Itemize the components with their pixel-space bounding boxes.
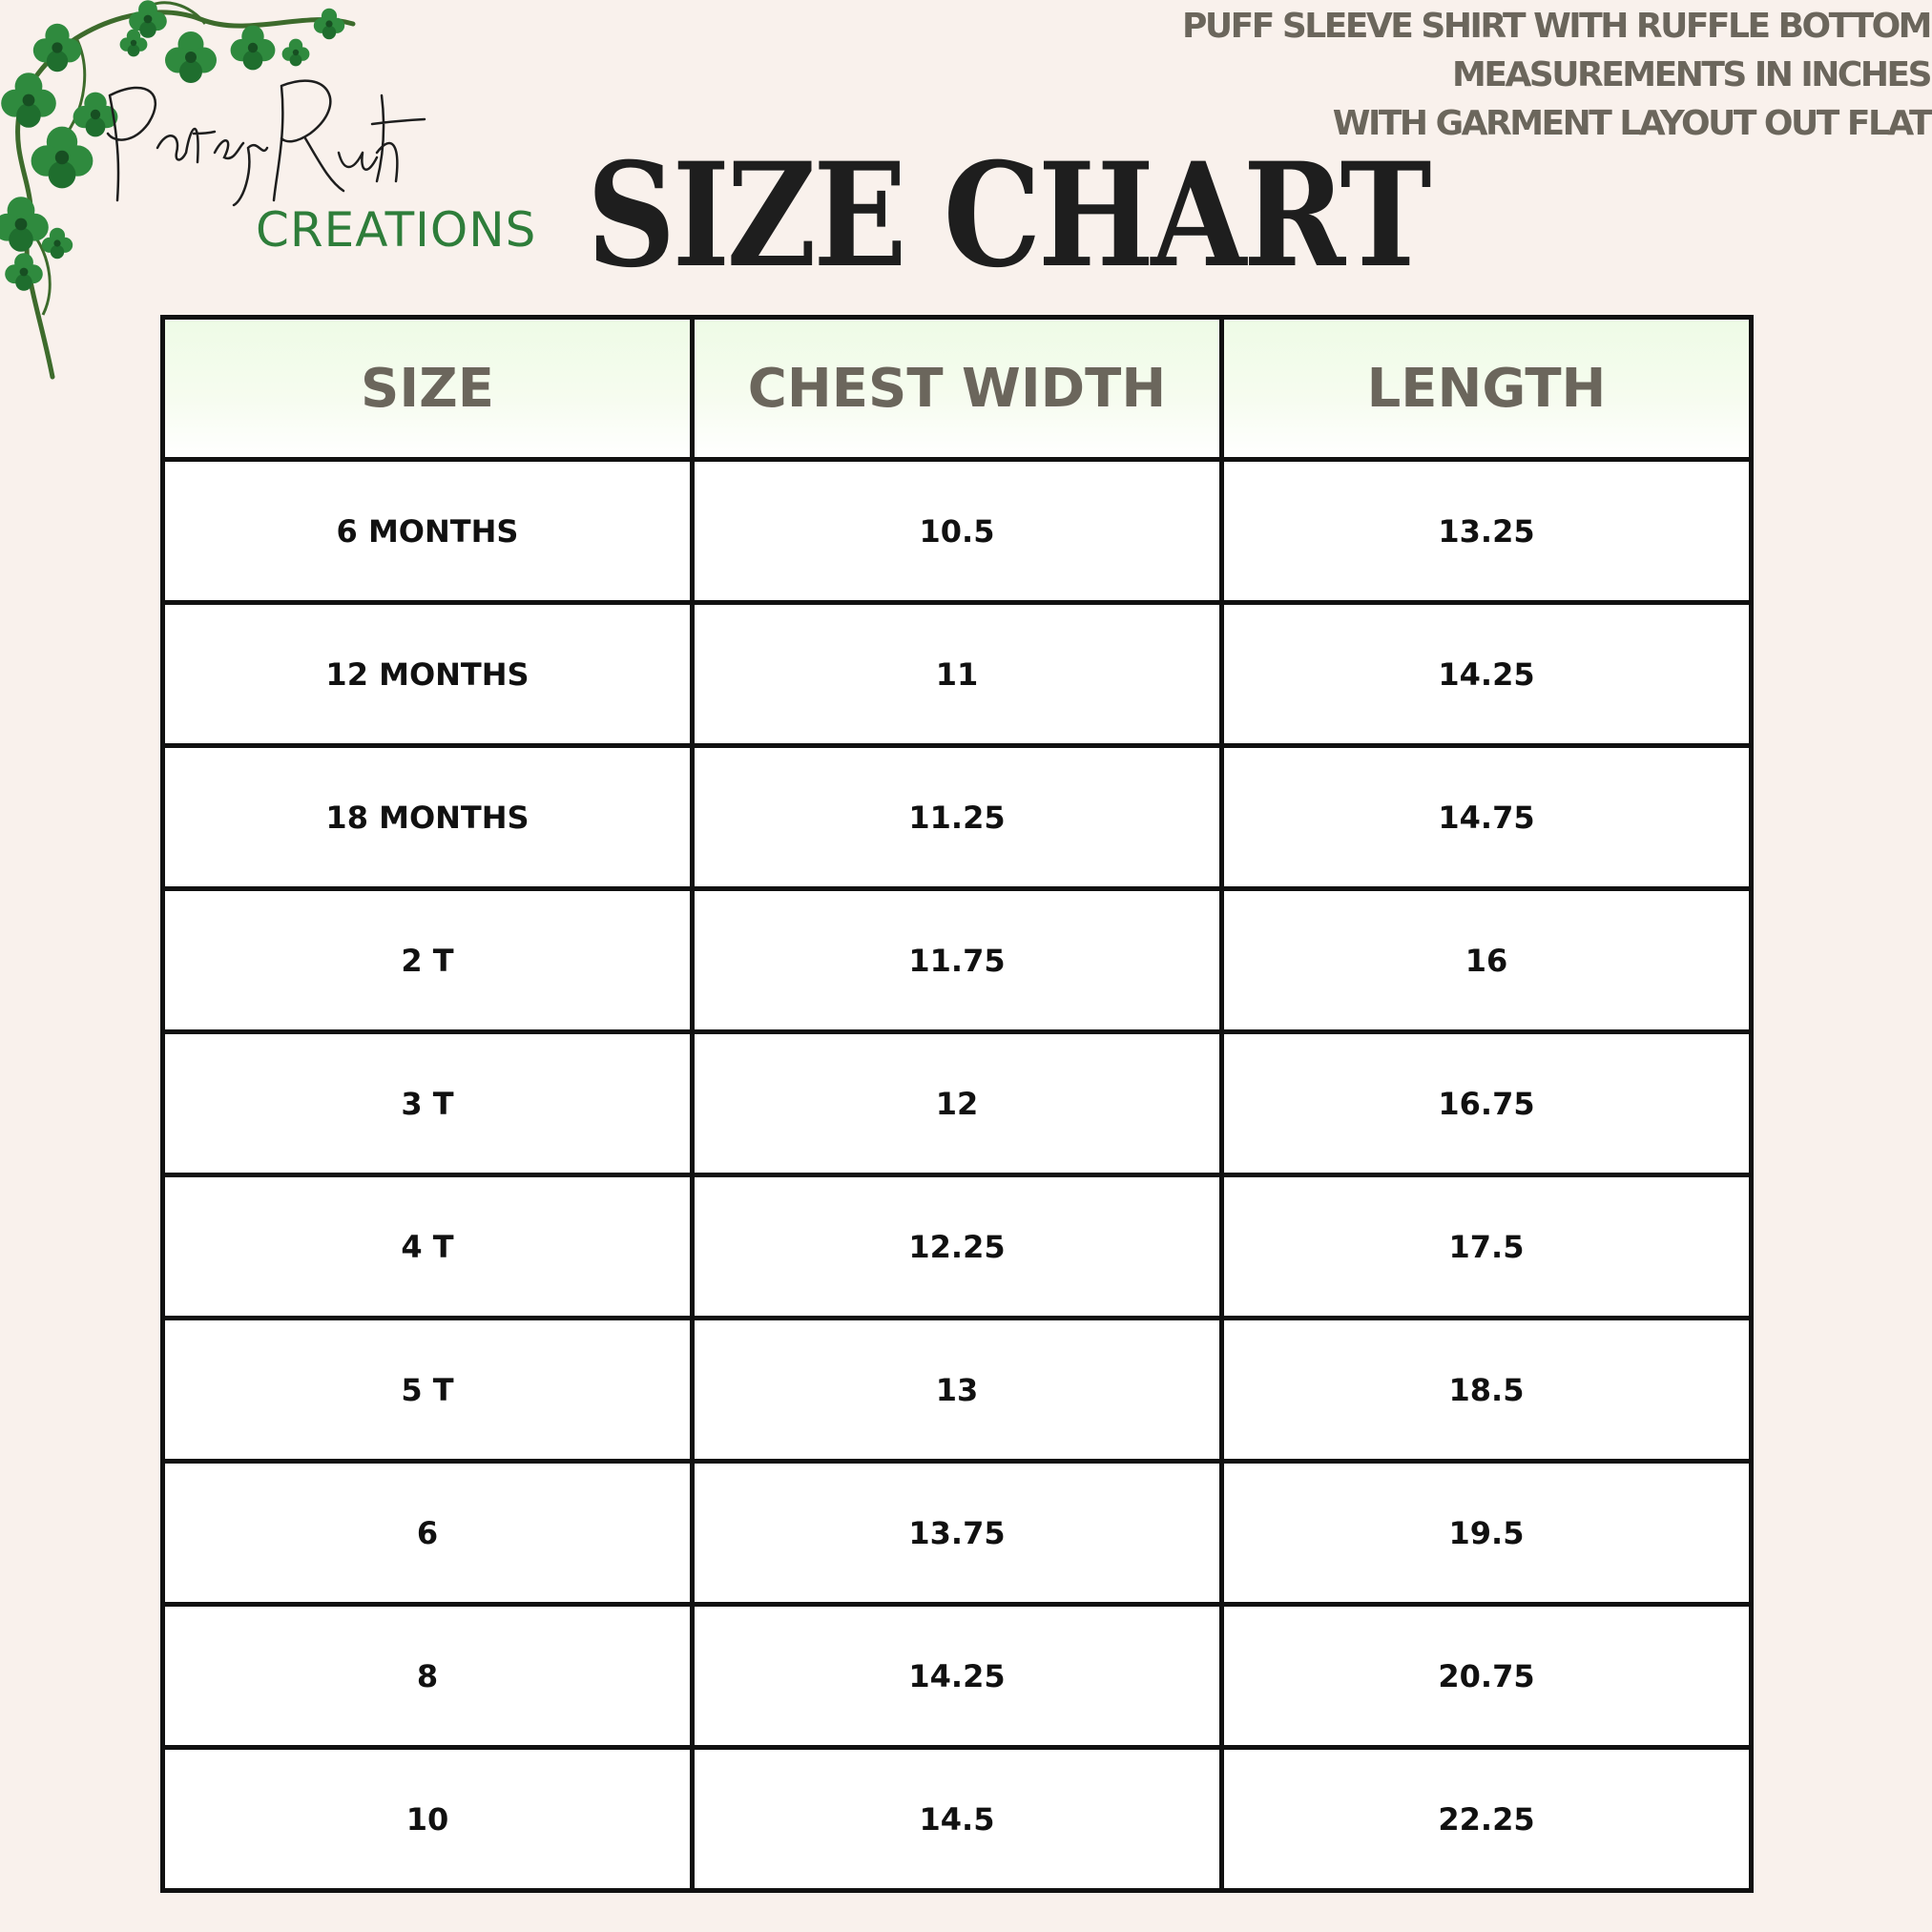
page-title: SIZE CHART (587, 132, 1429, 300)
header-chest-width: CHEST WIDTH (693, 318, 1222, 460)
table-row (163, 1032, 1752, 1175)
length-cell: 18.5 (1222, 1319, 1752, 1462)
size-cell: 8 (163, 1605, 693, 1748)
chest-cell: 13 (693, 1319, 1222, 1462)
size-chart-table (160, 315, 1754, 1893)
length-cell: 19.5 (1222, 1462, 1752, 1605)
size-cell: 2 T (163, 889, 693, 1032)
table-header-row (163, 318, 1752, 460)
header-size: SIZE (163, 318, 693, 460)
table-row (163, 1319, 1752, 1462)
length-cell: 16 (1222, 889, 1752, 1032)
size-cell: 3 T (163, 1032, 693, 1175)
length-cell: 20.75 (1222, 1605, 1752, 1748)
size-cell: 10 (163, 1748, 693, 1891)
chest-cell: 12.25 (693, 1175, 1222, 1319)
table-row (163, 889, 1752, 1032)
table-row (163, 746, 1752, 889)
brand-script-logo (91, 57, 453, 210)
size-cell: 5 T (163, 1319, 693, 1462)
table-row (163, 603, 1752, 746)
chest-cell: 12 (693, 1032, 1222, 1175)
chest-cell: 14.25 (693, 1605, 1222, 1748)
subtitle-line-1: PUFF SLEEVE SHIRT WITH RUFFLE BOTTOM (1182, 7, 1930, 46)
chest-cell: 11 (693, 603, 1222, 746)
length-cell: 16.75 (1222, 1032, 1752, 1175)
subtitle-line-3: WITH GARMENT LAYOUT OUT FLAT (1332, 104, 1930, 143)
subtitle-line-2: MEASUREMENTS IN INCHES (1452, 55, 1930, 94)
chest-cell: 14.5 (693, 1748, 1222, 1891)
chest-cell: 10.5 (693, 460, 1222, 603)
length-cell: 14.25 (1222, 603, 1752, 746)
table-row (163, 1462, 1752, 1605)
table-row (163, 460, 1752, 603)
size-cell: 6 (163, 1462, 693, 1605)
length-cell: 13.25 (1222, 460, 1752, 603)
product-subtitle (1182, 2, 1930, 148)
table-row (163, 1175, 1752, 1319)
brand-name: CREATIONS (256, 202, 537, 258)
length-cell: 14.75 (1222, 746, 1752, 889)
length-cell: 17.5 (1222, 1175, 1752, 1319)
size-cell: 12 MONTHS (163, 603, 693, 746)
chest-cell: 11.75 (693, 889, 1222, 1032)
size-cell: 4 T (163, 1175, 693, 1319)
size-cell: 6 MONTHS (163, 460, 693, 603)
table-row (163, 1748, 1752, 1891)
size-cell: 18 MONTHS (163, 746, 693, 889)
chest-cell: 13.75 (693, 1462, 1222, 1605)
table-row (163, 1605, 1752, 1748)
header-length: LENGTH (1222, 318, 1752, 460)
length-cell: 22.25 (1222, 1748, 1752, 1891)
chest-cell: 11.25 (693, 746, 1222, 889)
